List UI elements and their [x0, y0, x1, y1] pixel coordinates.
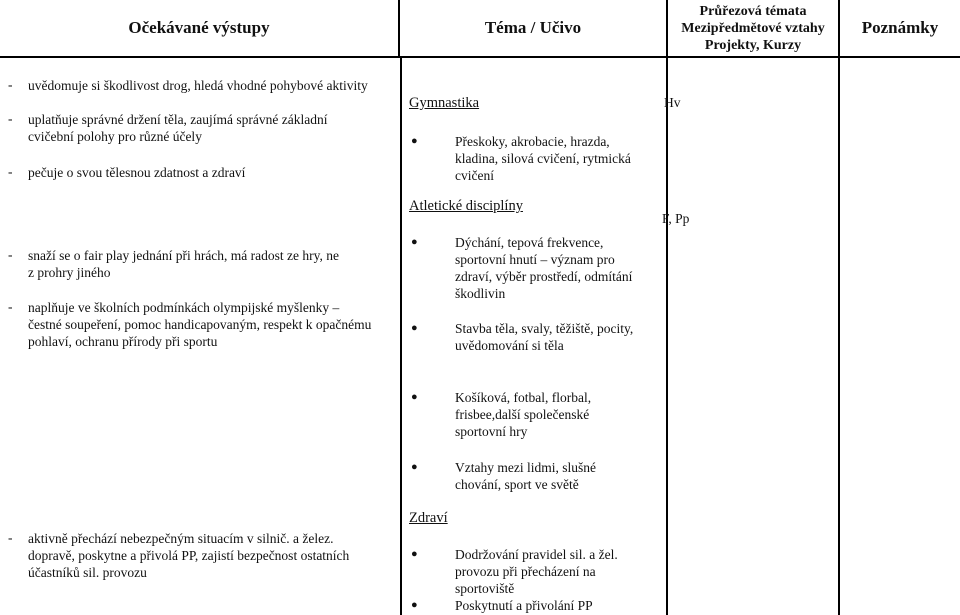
- output-item-fairplay-line1: snaží se o fair play jednání při hrách, má radost ze hry, ne: [28, 248, 340, 263]
- header-topic-label: Téma / Učivo: [484, 18, 582, 37]
- topic-heading-health: Zdraví: [409, 510, 448, 526]
- bullet-icon: ●: [411, 461, 418, 473]
- bullet-icon: ●: [411, 236, 418, 248]
- output-dash: -: [8, 247, 13, 262]
- topic-item-games-line1: Košíková, fotbal, florbal,: [455, 390, 592, 405]
- crosscut-music: Hv: [664, 95, 681, 110]
- bullet-icon: ●: [411, 599, 418, 611]
- topic-heading-athletics: Atletické disciplíny: [409, 198, 523, 214]
- header-crosscutting-line2: Mezipředmětové vztahy: [681, 20, 825, 36]
- header-crosscutting-line1: Průřezová témata: [699, 3, 807, 19]
- output-dash: -: [8, 77, 13, 92]
- topic-item-games-line2: frisbee,další společenské: [455, 407, 590, 422]
- output-item-traffic-line1: aktivně přechází nebezpečným situacím v silnič. a želez.: [28, 531, 334, 546]
- topic-item-rules-line1: Dodržování pravidel sil. a žel.: [455, 547, 618, 562]
- output-item-traffic-line2: dopravě, poskytne a přivolá PP, zajistí bezpečnost ostatních: [28, 548, 350, 563]
- header-expected-outputs-label: Očekávané výstupy: [128, 18, 270, 37]
- topic-item-firstaid: Poskytnutí a přivolání PP: [455, 598, 593, 613]
- header-notes: [840, 0, 960, 58]
- header-expected-outputs: [0, 0, 400, 58]
- column-divider-3: [838, 58, 840, 615]
- topic-item-gymnastics-line3: cvičení: [455, 168, 494, 183]
- topic-item-body-line2: uvědomování si těla: [455, 338, 564, 353]
- topic-item-games-line3: sportovní hry: [455, 424, 528, 439]
- topic-heading-gymnastics: Gymnastika: [409, 95, 480, 111]
- topic-item-relations-line2: chování, sport ve světě: [455, 477, 579, 492]
- topic-item-rules-line2: provozu při přecházení na: [455, 564, 596, 579]
- header-notes-label: Poznámky: [861, 18, 939, 37]
- output-item-olympic-line3: pohlaví, ochranu přírody při sportu: [28, 334, 218, 349]
- output-dash: -: [8, 111, 13, 126]
- topic-item-gymnastics-line1: Přeskoky, akrobacie, hrazda,: [455, 134, 610, 149]
- bullet-icon: ●: [411, 322, 418, 334]
- output-item-olympic-line1: naplňuje ve školních podmínkách olympijské myšlenky –: [28, 300, 340, 315]
- bullet-icon: ●: [411, 391, 418, 403]
- bullet-icon: ●: [411, 135, 418, 147]
- header-topic: [400, 0, 668, 58]
- topic-item-breathing-line4: škodlivin: [455, 286, 506, 301]
- output-item-fairplay-line2: z prohry jiného: [28, 265, 111, 280]
- output-dash: -: [8, 530, 13, 545]
- output-item-olympic-line2: čestné soupeření, pomoc handicapovaným, respekt k opačnému: [28, 317, 372, 332]
- output-item-traffic-line3: účastníků sil. provozu: [28, 565, 147, 580]
- output-dash: -: [8, 164, 13, 179]
- topic-item-breathing-line1: Dýchání, tepová frekvence,: [455, 235, 604, 250]
- topic-item-relations-line1: Vztahy mezi lidmi, slušné: [455, 460, 596, 475]
- topic-item-body-line1: Stavba těla, svaly, těžiště, pocity,: [455, 321, 634, 336]
- bullet-icon: ●: [411, 548, 418, 560]
- topic-item-rules-line3: sportoviště: [455, 581, 515, 596]
- header-crosscutting-line3: Projekty, Kurzy: [704, 37, 802, 53]
- topic-item-gymnastics-line2: kladina, silová cvičení, rytmická: [455, 151, 631, 166]
- topic-item-breathing-line3: zdraví, výběr prostředí, odmítání: [455, 269, 633, 284]
- output-item-posture-line1: uplatňuje správné držení těla, zaujímá správné základní: [28, 112, 328, 127]
- header-crosscutting: [668, 0, 840, 58]
- column-divider-2: [666, 58, 668, 615]
- topic-item-breathing-line2: sportovní hnutí – význam pro: [455, 252, 615, 267]
- output-item-posture-line2: cvičební polohy pro různé účely: [28, 129, 202, 144]
- output-dash: -: [8, 299, 13, 314]
- output-item-drugs: uvědomuje si škodlivost drog, hledá vhodné pohybové aktivity: [28, 78, 368, 93]
- column-divider-1: [400, 58, 402, 615]
- output-item-fitness: pečuje o svou tělesnou zdatnost a zdraví: [28, 165, 246, 180]
- crosscut-physics-nature: F, Pp: [662, 211, 690, 226]
